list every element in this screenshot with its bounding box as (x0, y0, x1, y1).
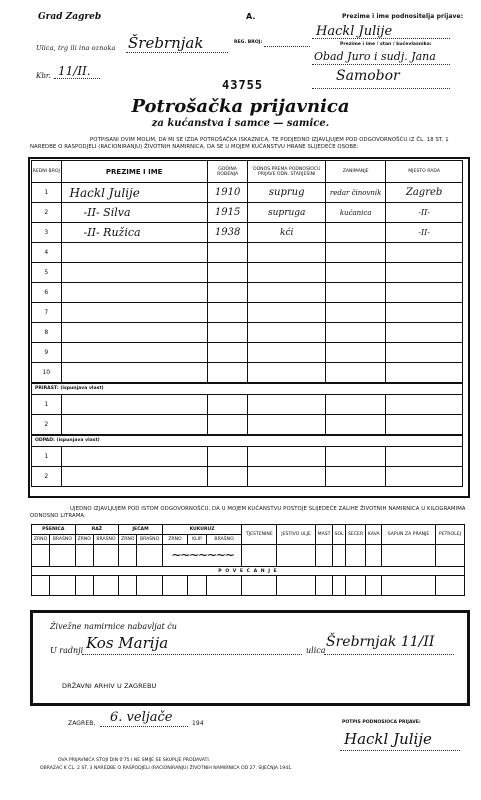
header-no: REDNI BROJ (32, 161, 62, 183)
applicant-value: Hackl Julije (316, 24, 393, 39)
table-row: 7 (32, 303, 463, 323)
street-value: Šrebrnjak (128, 34, 204, 52)
person-relation: suprug (248, 183, 326, 203)
stock-statement: UJEDNO IZJAVLJUJEM POD ISTOM ODGOVORNOŠĆU, DA U MOJEM KUĆANSTVU POSTOJE SLIJEDEĆE ZALIHE ŽIVOTNIH NAMIRNICA U KILOGRAMIMA ODNOSNO LITRAMA: (30, 506, 466, 519)
supply-street-value: Šrebrnjak 11/II (326, 634, 435, 650)
applicant-label: Prezime i ime podnositelja prijave: (342, 13, 464, 20)
person-workplace: Zagreb (386, 183, 463, 203)
stock-soap: SAPUN ZA PRANJE (382, 525, 436, 545)
stock-petroleum: PETROLEJ (435, 525, 464, 545)
footer-year: 194 (192, 720, 204, 727)
person-year: 1938 (207, 223, 248, 243)
supply-label: Živežne namirnice nabavljat ću (50, 622, 177, 631)
apt-value: 11/II. (58, 64, 91, 78)
person-year: 1910 (207, 183, 248, 203)
stock-rye: RAŽ (75, 525, 119, 535)
regulation-note: OBRAZAC K ČL. 2 ST. 3 NAREDBE O RASPODJELI (RACIONIRANJU) ŽIVOTNIH NAMIRNICA OD 27. SIJEČNJA 1941. (40, 766, 293, 771)
person-relation: kći (248, 223, 326, 243)
person-name: -II- Silva (61, 203, 207, 223)
owner-value: Samobor (336, 68, 400, 84)
table-row: 4 (32, 243, 463, 263)
person-name: Hackl Julije (61, 183, 207, 203)
shop-label: U radnji (50, 646, 84, 655)
person-relation: supruga (248, 203, 326, 223)
person-occupation (326, 223, 386, 243)
person-occupation: redar činovnik (326, 183, 386, 203)
header-workplace: MJESTO RADA (386, 161, 463, 183)
stock-wheat: PŠENICA (32, 525, 76, 535)
stock-oil: JESTIVO ULJE (277, 525, 316, 545)
table-row: 1 Hackl Julije 1910 suprug redar činovnik Zagreb (32, 183, 463, 203)
reg-label: REG. BROJ: (234, 40, 263, 45)
stock-salt: SOL (333, 525, 346, 545)
header-relation: ODNOS PREMA PODNOSIOCU PRIJAVE ODN. STARJEŠINI (248, 161, 326, 183)
street-label: Ulica, trg ili ina oznaka (36, 44, 116, 52)
stock-lard: MAST (315, 525, 332, 545)
footer-place: ZAGREB, (68, 720, 96, 727)
form-title: Potrošačka prijavnica (131, 96, 350, 117)
signature-label: POTPIS PODNOSIOCA PRIJAVE: (342, 720, 421, 725)
header-year: GODINA ROĐENJA (207, 161, 248, 183)
footer-date: 6. veljače (110, 710, 173, 725)
stock-pasta: TJESTENINE (242, 525, 277, 545)
price-note: OVA PRIJAVNICA STOJI DIN 0'75 I NE SMIJE SE SKUPLJE PRODAVATI. (58, 758, 211, 763)
table-row: 5 (32, 263, 463, 283)
person-occupation: kućanica (326, 203, 386, 223)
applicant-signature: Hackl Julije (344, 730, 432, 748)
povecanje-label: P O V E Ć A N J E (32, 567, 465, 576)
form-letter: A. (246, 12, 256, 21)
stock-barley: JEČAM (119, 525, 163, 535)
person-year: 1915 (207, 203, 248, 223)
table-row: 3 -II- Ružica 1938 kći -II- (32, 223, 463, 243)
header-occupation: ZANIMANJE (326, 161, 386, 183)
table-row: 6 (32, 283, 463, 303)
table-row: 1 (32, 447, 463, 467)
table-row: 2 -II- Silva 1915 supruga kućanica -II- (32, 203, 463, 223)
shop-value: Kos Marija (86, 634, 169, 652)
person-name: -II- Ružica (61, 223, 207, 243)
table-row: 2 (32, 415, 463, 435)
archive-stamp: DRŽAVNI ARHIV U ZAGREBU (62, 682, 157, 690)
intro-text: POTPISANI OVIM MOLIM, DA MI SE IZDA POTROŠAČKA ISKAZNICA, TE PODJEDNO IZJAVLJUJEM POD ODGOVORNOŠĆU IZ ČL. 18 ST. 1 NAREDBE O RASPODJELI (RACIONIRANJU) ŽIVOTNIH NAMIRNICA, DA SE U MOJEM KUĆANSTVU HRANE SLIJEDEĆE OSOBE: (30, 137, 449, 150)
table-row: 9 (32, 343, 463, 363)
supply-street-label: ulica (306, 646, 326, 655)
table-row: 8 (32, 323, 463, 343)
stock-table: PŠENICA RAŽ JEČAM KUKURUZ TJESTENINE JESTIVO ULJE MAST SOL ŠEĆER KAVA SAPUN ZA PRANJE PETROLEJ ZRNO BRAŠNO ZRNO BRAŠNO ZRNO BRAŠNO ZRNO KLIP BRAŠNO ~~~~~~~ P O V E Ć A N J E (31, 524, 465, 596)
apt-label: Kbr. (36, 72, 51, 80)
form-subtitle: za kućanstva i samce — samice. (151, 118, 330, 129)
stock-scribble: ~~~~~~~ (162, 545, 242, 567)
table-row: 10 (32, 363, 463, 383)
city-label: Grad Zagreb (38, 12, 102, 22)
header-name: PREZIME I IME (61, 161, 207, 183)
occupation-label: Prezime i ime / stan / kućevlasnika: (340, 42, 432, 47)
table-row: 1 (32, 395, 463, 415)
stock-corn: KUKURUZ (162, 525, 242, 535)
prirast-label: PRIRAST: (ispunjava vlast) (32, 383, 463, 395)
odpad-label: ODPAD: (ispunjava vlast) (32, 435, 463, 447)
serial-number: 43755 (222, 78, 264, 92)
stock-coffee: KAVA (366, 525, 382, 545)
persons-table (31, 160, 463, 487)
table-row: 2 (32, 467, 463, 487)
stock-sugar: ŠEĆER (345, 525, 365, 545)
person-workplace: -II- (386, 223, 463, 243)
person-workplace: -II- (386, 203, 463, 223)
occupation-value: Obad Juro i sudj. Jana (314, 50, 436, 63)
